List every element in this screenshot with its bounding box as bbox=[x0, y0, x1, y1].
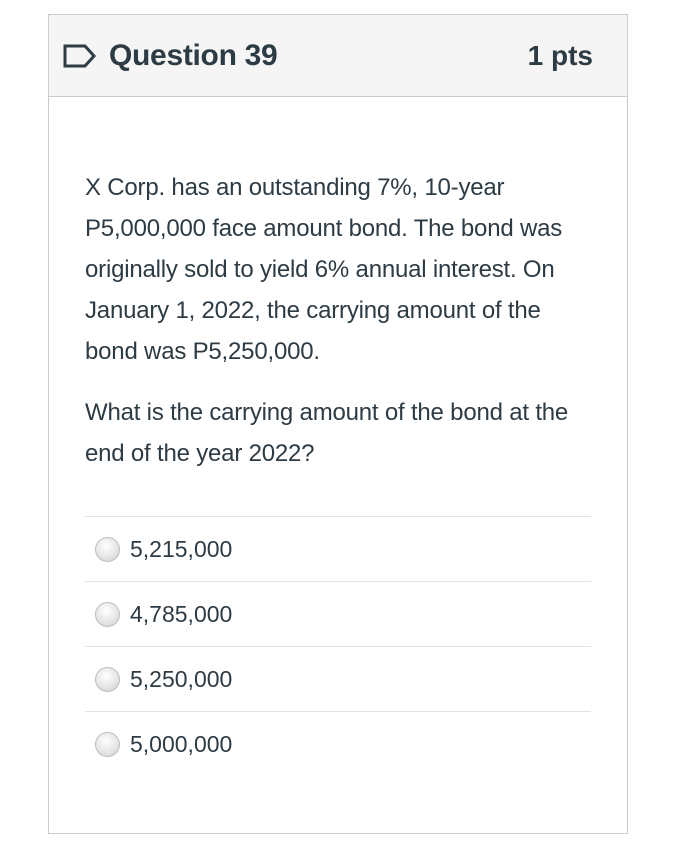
question-paragraph: X Corp. has an outstanding 7%, 10-year P5,000,000 face amount bond. The bond was originally sold to yield 6% annual interest. On January 1, 2022, the carrying amount of the bond was P5,250,000. bbox=[85, 174, 563, 365]
question-body bbox=[49, 97, 627, 777]
answer-list bbox=[85, 516, 591, 777]
question-card bbox=[48, 14, 628, 834]
radio-button[interactable] bbox=[95, 732, 120, 757]
radio-button[interactable] bbox=[95, 602, 120, 627]
answer-option-1[interactable] bbox=[85, 517, 591, 582]
answer-option-3[interactable] bbox=[85, 647, 591, 712]
answer-label[interactable]: 5,250,000 bbox=[130, 665, 233, 692]
question-text bbox=[85, 167, 591, 474]
question-title: Question 39 bbox=[109, 38, 278, 72]
flag-question-icon[interactable] bbox=[63, 44, 97, 68]
radio-button[interactable] bbox=[95, 537, 120, 562]
answer-label[interactable]: 5,000,000 bbox=[130, 731, 233, 757]
answer-label[interactable]: 4,785,000 bbox=[130, 600, 233, 627]
question-points: 1 pts bbox=[527, 39, 593, 71]
answer-option-2[interactable] bbox=[85, 582, 591, 647]
answer-label[interactable]: 5,215,000 bbox=[130, 535, 233, 562]
answer-option-4[interactable] bbox=[85, 712, 591, 777]
question-header bbox=[49, 15, 627, 97]
radio-button[interactable] bbox=[95, 667, 120, 692]
question-prompt: What is the carrying amount of the bond at the end of the year 2022? bbox=[85, 399, 569, 467]
